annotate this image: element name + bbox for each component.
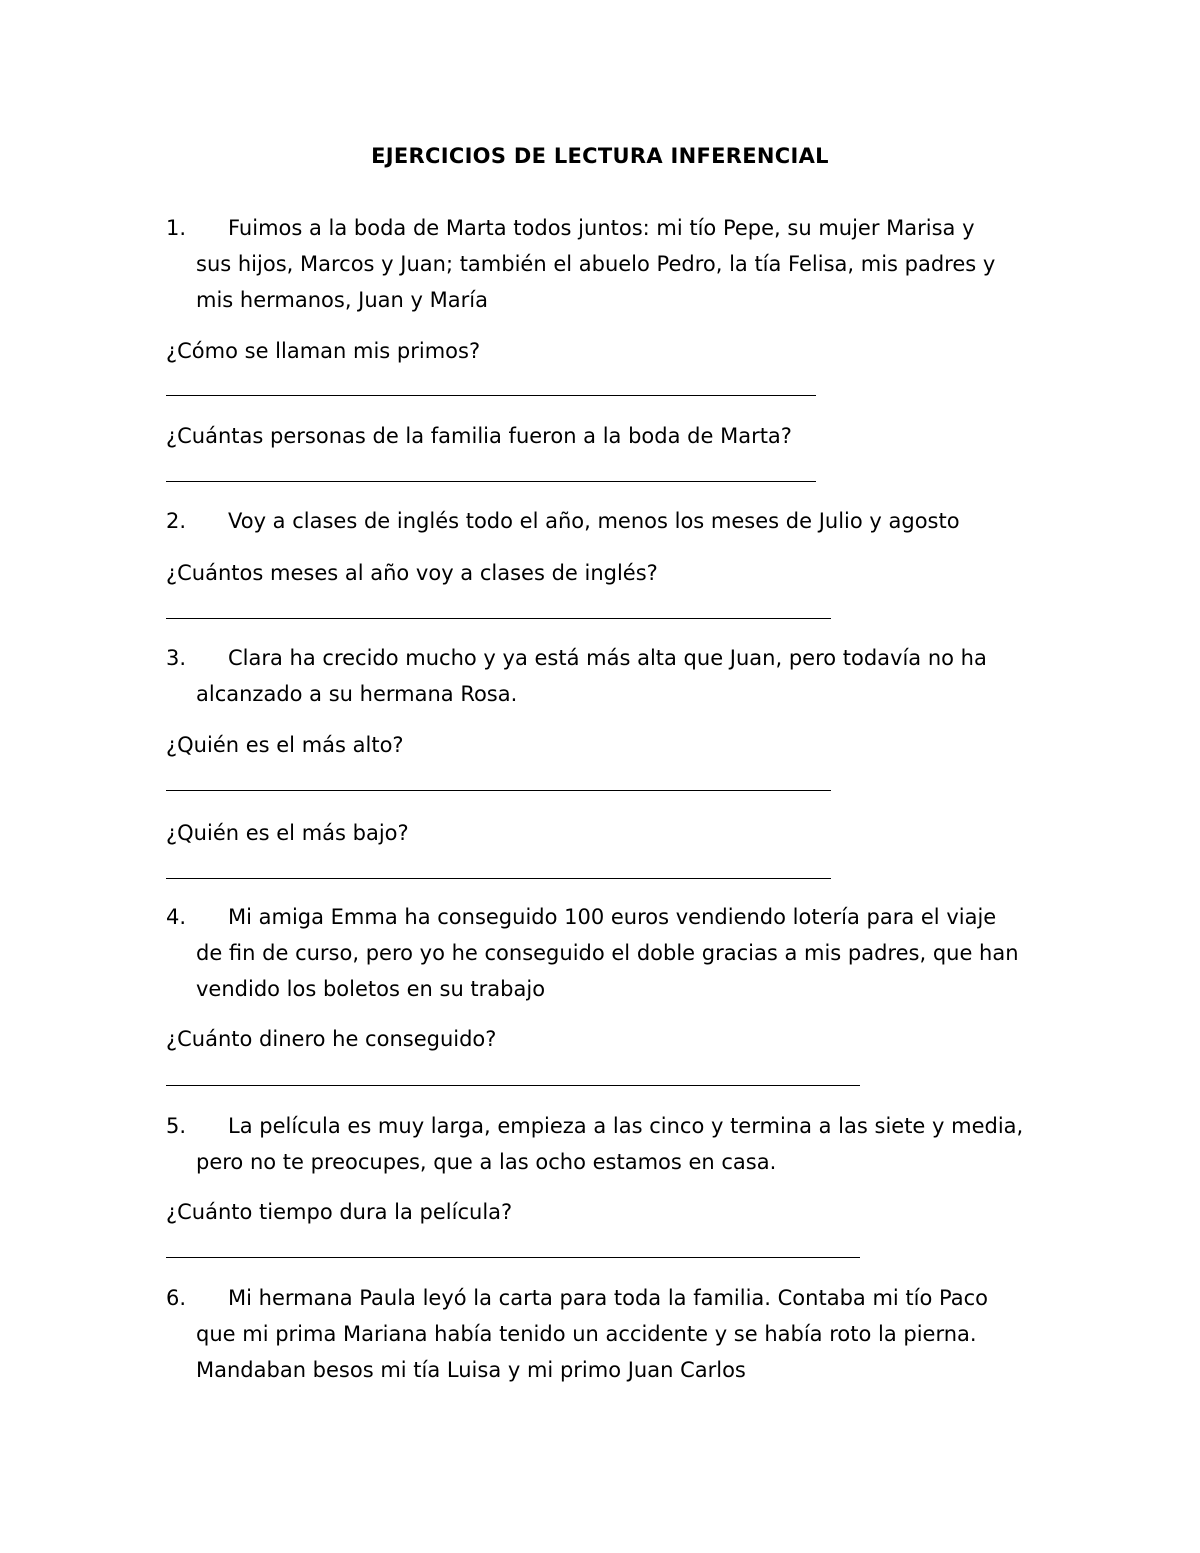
exercise-1-answer-line-2[interactable] xyxy=(166,481,816,482)
exercise-3-text xyxy=(196,640,987,712)
exercise-6-number: 6. xyxy=(166,1286,187,1310)
exercise-4-answer-line-1[interactable] xyxy=(166,1085,860,1086)
exercise-2-question-1: ¿Cuántos meses al año voy a clases de inglés? xyxy=(166,561,658,585)
exercise-2-line-1: Voy a clases de inglés todo el año, menos los meses de Julio y agosto xyxy=(228,509,960,533)
exercise-6-line-2: que mi prima Mariana había tenido un accidente y se había roto la pierna. xyxy=(196,1322,977,1346)
exercise-5-text xyxy=(196,1108,1023,1180)
exercise-1-number: 1. xyxy=(166,216,187,240)
exercise-4-question-1: ¿Cuánto dinero he conseguido? xyxy=(166,1027,497,1051)
exercise-5-number: 5. xyxy=(166,1114,187,1138)
exercise-2-number: 2. xyxy=(166,509,187,533)
exercise-4-line-2: de fin de curso, pero yo he conseguido el doble gracias a mis padres, que han xyxy=(196,941,1019,965)
exercise-3-question-2: ¿Quién es el más bajo? xyxy=(166,821,409,845)
exercise-4-line-1: Mi amiga Emma ha conseguido 100 euros vendiendo lotería para el viaje xyxy=(228,905,997,929)
exercise-6-text xyxy=(196,1280,988,1388)
exercise-5-answer-line-1[interactable] xyxy=(166,1257,860,1258)
exercise-3-answer-line-2[interactable] xyxy=(166,878,831,879)
exercise-3-answer-line-1[interactable] xyxy=(166,790,831,791)
exercise-1-text xyxy=(196,210,995,318)
exercise-3-line-1: Clara ha crecido mucho y ya está más alta que Juan, pero todavía no ha xyxy=(228,646,987,670)
exercise-2-answer-line-1[interactable] xyxy=(166,618,831,619)
exercise-3-question-1: ¿Quién es el más alto? xyxy=(166,733,404,757)
exercise-5-question-1: ¿Cuánto tiempo dura la película? xyxy=(166,1200,513,1224)
exercise-4-line-3: vendido los boletos en su trabajo xyxy=(196,977,546,1001)
page-title: EJERCICIOS DE LECTURA INFERENCIAL xyxy=(371,144,829,168)
exercise-1-question-1: ¿Cómo se llaman mis primos? xyxy=(166,339,481,363)
exercise-3-line-2: alcanzado a su hermana Rosa. xyxy=(196,682,518,706)
exercise-3-number: 3. xyxy=(166,646,187,670)
exercise-6-line-3: Mandaban besos mi tía Luisa y mi primo Juan Carlos xyxy=(196,1358,746,1382)
exercise-6-line-1: Mi hermana Paula leyó la carta para toda la familia. Contaba mi tío Paco xyxy=(228,1286,988,1310)
exercise-2-text xyxy=(196,503,960,539)
exercise-4-number: 4. xyxy=(166,905,187,929)
exercise-1-line-3: mis hermanos, Juan y María xyxy=(196,288,488,312)
exercise-1-question-2: ¿Cuántas personas de la familia fueron a la boda de Marta? xyxy=(166,424,792,448)
exercise-5-line-1: La película es muy larga, empieza a las cinco y termina a las siete y media, xyxy=(228,1114,1024,1138)
exercise-5-line-2: pero no te preocupes, que a las ocho estamos en casa. xyxy=(196,1150,777,1174)
exercise-1-line-1: Fuimos a la boda de Marta todos juntos: mi tío Pepe, su mujer Marisa y xyxy=(228,216,975,240)
exercise-4-text xyxy=(196,899,1019,1007)
exercise-1-line-2: sus hijos, Marcos y Juan; también el abuelo Pedro, la tía Felisa, mis padres y xyxy=(196,252,996,276)
exercise-1-answer-line-1[interactable] xyxy=(166,395,816,396)
